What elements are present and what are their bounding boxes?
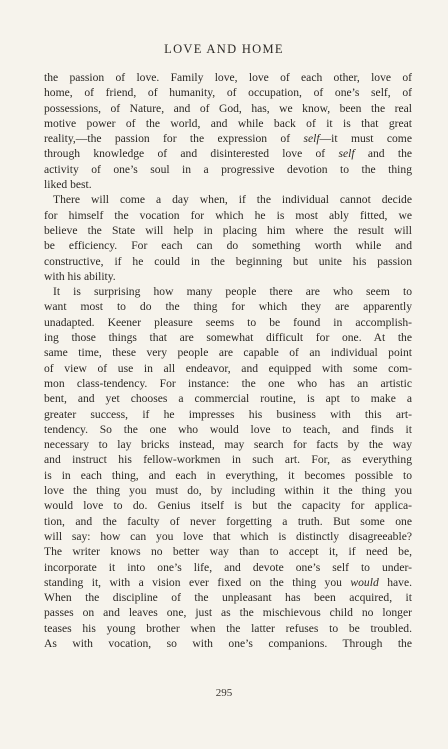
text-line: activity of one’s soul in a progressive devotion to the thing: [44, 162, 412, 176]
text-line: is in each thing, and each in everything, it becomes possible to: [44, 468, 412, 482]
text-line: liked best.: [44, 178, 92, 192]
text-line: mon class-tendency. For instance: the one who has an artistic: [44, 376, 412, 390]
text-line: When the discipline of the unpleasant has been acquired, it: [44, 591, 412, 605]
body-text: [44, 70, 412, 651]
running-head: LOVE AND HOME: [164, 42, 284, 56]
text-line: believe the State will help in placing him where the result will: [44, 223, 412, 237]
text-line: would love to do. Genius itself is but the capacity for applica-: [44, 499, 412, 513]
text-line: As with vocation, so with one’s companions. Through the: [44, 636, 412, 650]
text-line: possessions, of Nature, and of God, has, we know, been the real: [44, 101, 412, 115]
text-line: teases his young brother when the latter refuses to be troubled.: [44, 621, 412, 635]
text-line: the passion of love. Family love, love of each other, love of: [44, 71, 412, 84]
text-line: greater success, if he impresses his business with this art-: [44, 407, 412, 421]
text-line: There will come a day when, if the individual cannot decide: [53, 193, 412, 207]
text-line: love the thing you must do, by including within it the thing you: [44, 484, 412, 498]
text-line: home, of friend, of humanity, of occupation, of one’s self, of: [44, 86, 412, 100]
text-line: want most to do the thing for which they are apparently: [44, 300, 412, 314]
text-line: motive power of the world, and while back of it is that great: [44, 116, 412, 130]
text-line: passes on and leaves one, just as the mischievous child no longer: [44, 606, 412, 620]
text-line: constructive, if he could in the beginning but unite his passion: [44, 254, 412, 268]
text-line: tendency. So the one who would love to teach, and finds it: [44, 422, 412, 436]
text-line: reality,—the passion for the expression of self—it must come: [44, 132, 412, 146]
page-number: 295: [215, 687, 233, 699]
text-line: and instruct his fellow-workmen in such art. For, as everything: [44, 453, 412, 467]
text-line: standing it, with a vision ever fixed on the thing you would have.: [44, 575, 412, 589]
text-line: incorporate it into one’s life, and devote one’s self to under-: [44, 560, 412, 574]
text-line: ing those things that are somewhat difficult for one. At the: [44, 331, 412, 345]
text-line: unadapted. Keener pleasure seems to be found in accomplish-: [44, 315, 412, 329]
text-line: necessary to lay bricks instead, may search for facts by the way: [44, 438, 412, 452]
text-line: through knowledge of and disinterested love of self and the: [44, 147, 412, 161]
text-line: same time, these very people are capable of an individual point: [44, 346, 412, 360]
text-line: bent, and yet chooses a commercial routine, is apt to make a: [44, 392, 412, 406]
text-line: It is surprising how many people there are who seem to: [53, 285, 412, 299]
text-line: be efficiency. For each can do something worth while and: [44, 239, 412, 253]
text-line: with his ability.: [44, 269, 116, 283]
text-line: The writer knows no better way than to accept it, if need be,: [44, 545, 412, 559]
text-line: will say: how can you love that which is distinctly disagreeable?: [44, 529, 412, 543]
text-line: tion, and the faculty of never forgetting a truth. But some one: [44, 514, 412, 528]
text-line: of view of use in all endeavor, and equipped with some com-: [44, 361, 412, 375]
text-line: for himself the vocation for which he is most ably fitted, we: [44, 208, 412, 222]
